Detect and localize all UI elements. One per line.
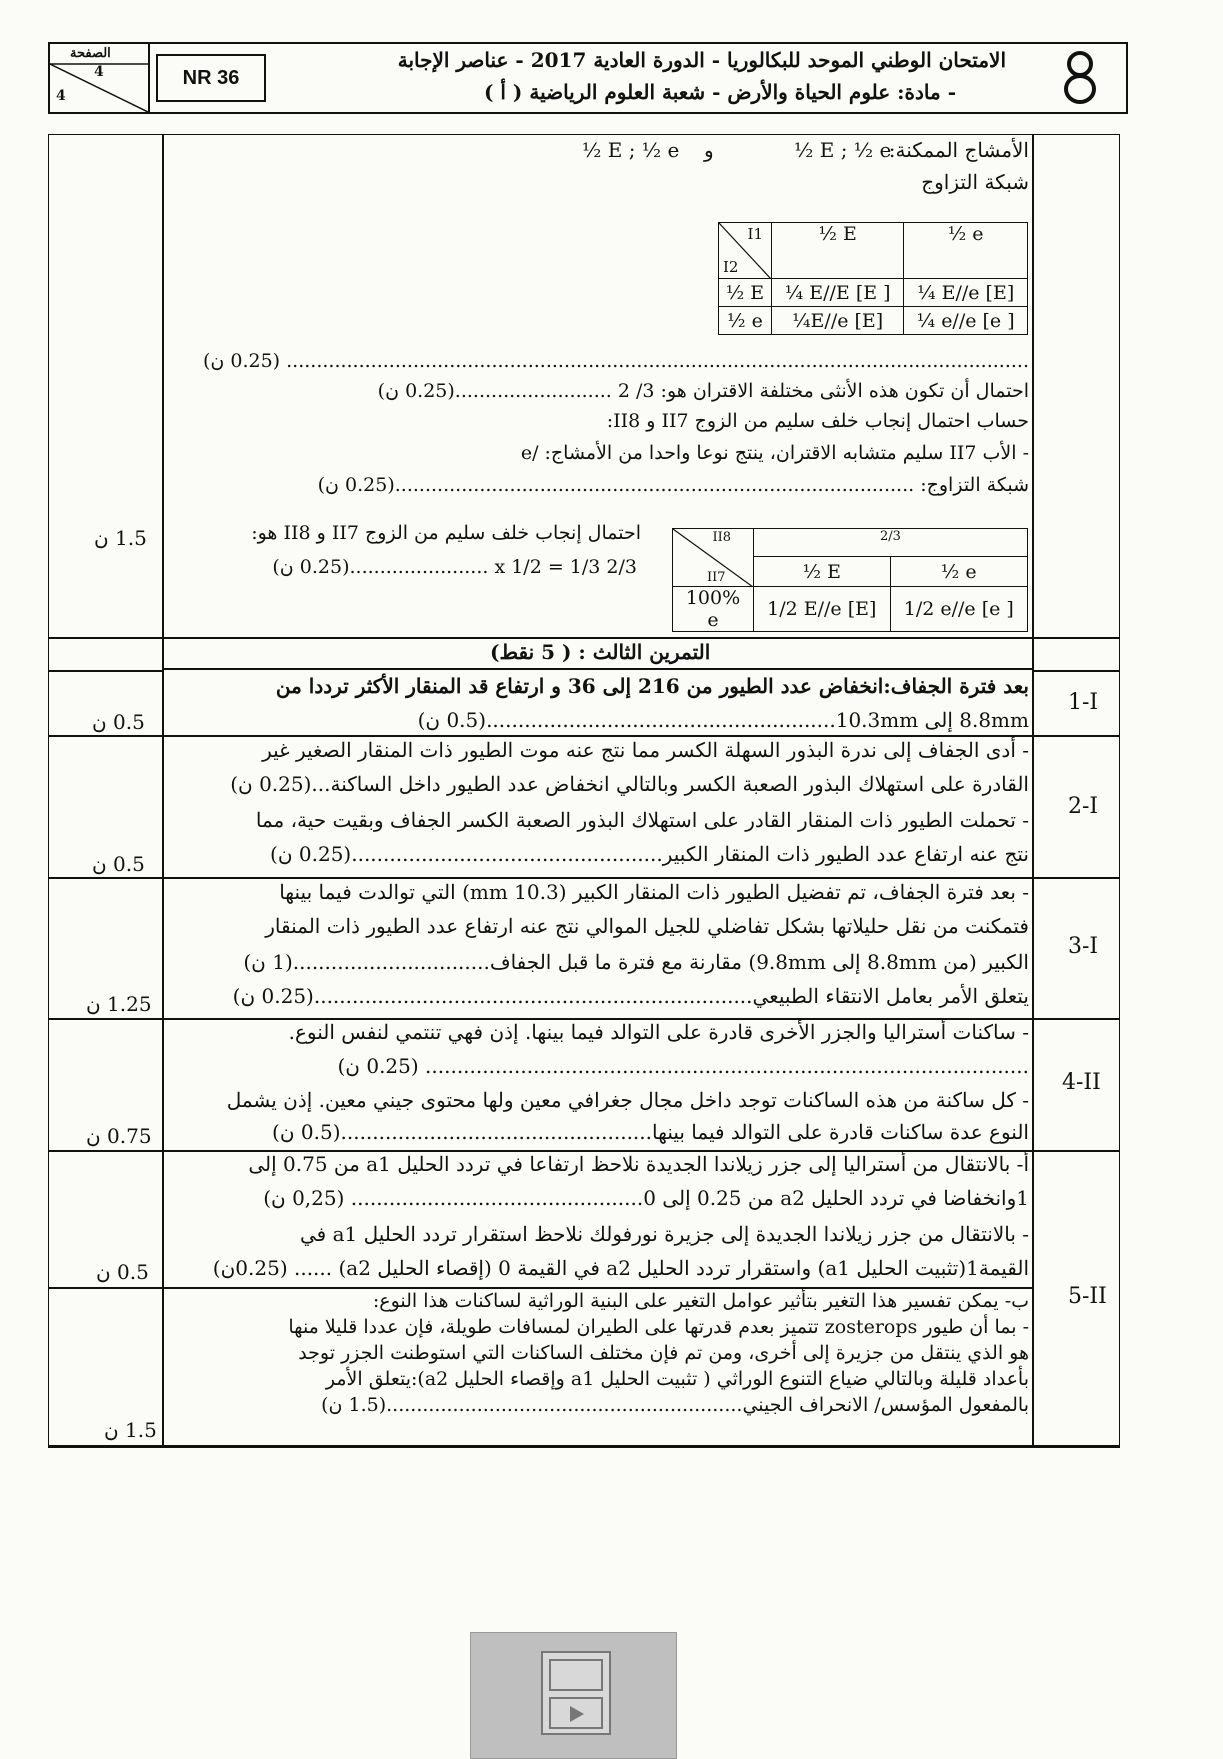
question-number: 4-II [1062, 1070, 1101, 1095]
punnett-table-2 [672, 528, 1028, 632]
answer-line: ب- يمكن تفسير هذا التغير بتأثير عوامل التغير على البنية الوراثية لساكنات هذا النوع: [372, 1290, 1029, 1312]
table-cell: ¼E//e [E] [772, 307, 904, 335]
answer-line: - تحملت الطيور ذات المنقار القادر على استهلاك البذور الصعبة الكسر الجفاف وبقيت حية، مما [255, 808, 1029, 832]
question-number: 3-I [1068, 934, 1099, 959]
answer-line: بعد فترة الجفاف:انخفاض عدد الطيور من 216 إلى 36 و ارتفاع قد المنقار الأكثر ترددا من [275, 674, 1029, 698]
score: 0.5 ن [92, 710, 145, 734]
gametes-label: الأمشاج الممكنة: [888, 138, 1029, 162]
answer-line: الكبير (من 8.8mm إلى 9.8mm) مقارنة مع فترة ما قبل الجفاف...............................(1 ن) [243, 950, 1029, 974]
table-cell: ¼ E//E [E ] [772, 279, 904, 307]
answer-line: أ- بالانتقال من أستراليا إلى جزر زيلاندا الجديدة نلاحظ ارتفاعا في تردد الحليل a1 من 0.75 إلى [248, 1152, 1029, 1176]
answer-line: النوع عدة ساكنات قادرة على التوالد فيما بينها.................................................(0.5 ن) [272, 1120, 1029, 1144]
question-number: 5-II [1068, 1284, 1107, 1309]
dots-line-1: ........................................................................................................................... (0.25 ن) [202, 350, 1029, 372]
score: 0.5 ن [96, 1260, 149, 1284]
answer-line: - بالانتقال من جزر زيلاندا الجديدة إلى جزيرة نورفولك نلاحظ استقرار تردد الحليل a1 في [300, 1222, 1029, 1246]
logo-icon [1060, 48, 1100, 106]
answer-line: هو الذي ينتقل من جزيرة إلى أخرى، ومن تم فإن مختلف الساكنات التي استوطنت الجزر توجد [298, 1342, 1029, 1364]
prob-child-label: احتمال إنجاب خلف سليم من الزوج II7 و II8 هو: [251, 522, 641, 544]
answer-line: ............................................................................................... (0.25 ن) [337, 1054, 1029, 1078]
grid2-line: شبكة التزاوج: ......................................................................................(0.25 ن) [317, 474, 1029, 496]
score: 1.25 ن [86, 992, 152, 1016]
row-header: ½ e [719, 307, 772, 335]
header-subject: - مادة: علوم الحياة والأرض - شعبة العلوم الرياضية ( أ ) [483, 80, 956, 104]
table-cell: ¼ E//e [E] [904, 279, 1028, 307]
score: 0.5 ن [92, 852, 145, 876]
question-number: 2-I [1068, 794, 1099, 819]
col-header: ½ e [890, 557, 1027, 587]
row-header: ½ E [719, 279, 772, 307]
page-number-box [50, 44, 150, 112]
span-header: 2/3 [754, 529, 1028, 557]
page-number: 4 [94, 64, 104, 80]
film-strip-icon [540, 1650, 612, 1736]
gametes-b: ½ E ; ½ e [582, 138, 680, 162]
gametes-and: و [704, 138, 714, 162]
col-header: ½ E [754, 557, 891, 587]
prob-female: احتمال أن تكون هذه الأنثى مختلفة الاقتران هو: 3/ 2 ..........................(0.25 ن) [377, 380, 1029, 402]
exam-header [48, 42, 1128, 114]
page-total: 4 [56, 88, 66, 104]
gametes-a: ½ E ; ½ e [794, 138, 892, 162]
table-cell: 1/2 E//e [E] [754, 587, 891, 632]
answer-line: فتمكنت من نقل حليلاتها بشكل تفاضلي للجيل الموالي نتج عنه ارتفاع عدد الطيور ذات المنقار [265, 914, 1029, 938]
score: 1.5 ن [104, 1418, 157, 1442]
row-header: 100% e [673, 587, 754, 632]
answer-line: - بعد فترة الجفاف، تم تفضيل الطيور ذات المنقار الكبير (10.3 mm) التي توالدت فيما بينها [279, 880, 1029, 904]
page-label: الصفحة [70, 46, 111, 61]
calc-title: حساب احتمال إنجاب خلف سليم من الزوج II7 و II8: [606, 410, 1029, 432]
col-header: ½ E [772, 223, 904, 279]
table-cell: ¼ e//e [e ] [904, 307, 1028, 335]
answer-line: - كل ساكنة من هذه الساكنات توجد داخل مجال جغرافي معين ولها محتوى جيني معين. إذن يشمل [226, 1088, 1029, 1112]
score: 0.75 ن [86, 1124, 152, 1148]
punnett-corner: I1 I2 [719, 223, 772, 279]
table-cell: 1/2 e//e [e ] [890, 587, 1027, 632]
question-number: 1-I [1068, 690, 1099, 715]
father-line: - الأب II7 سليم متشابه الاقتران، ينتج نوعا واحدا من الأمشاج: /e [520, 442, 1029, 464]
answer-line: 8.8mm إلى 10.3mm.......................................................(0.5 ن) [417, 708, 1029, 732]
answer-line: يتعلق الأمر بعامل الانتقاء الطبيعي.....................................................................(0.25 ن) [232, 984, 1029, 1008]
punnett-corner: II8 II7 [673, 529, 754, 587]
score-part1: 1.5 ن [94, 526, 147, 550]
answer-line: 1وانخفاضا في تردد الحليل a2 من 0.25 إلى 0.............................................. (0,25 ن) [263, 1186, 1029, 1210]
punnett-table-1 [718, 222, 1028, 335]
header-title: الامتحان الوطني الموحد للبكالوريا - الدورة العادية 2017 - عناصر الإجابة [397, 48, 1006, 72]
answer-line: نتج عنه ارتفاع عدد الطيور ذات المنقار الكبير.................................................(0.25 ن) [270, 842, 1029, 866]
answer-line: بالمفعول المؤسس/ الانحراف الجيني...........................................................(1.5 ن) [321, 1394, 1029, 1416]
exercise-title: التمرين الثالث : ( 5 نقط) [490, 640, 711, 664]
answer-line: - أدى الجفاف إلى ندرة البذور السهلة الكسر مما نتج عنه موت الطيور ذات المنقار الصغير غير [262, 738, 1029, 762]
prob-child-value: 2/3 x 1/2 = 1/3 .......................(0.25 ن) [272, 556, 637, 578]
answer-line: - بما أن طيور zosterops تتميز بعدم قدرتها على الطيران لمسافات طويلة، فإن عددا قليلا منها [288, 1316, 1029, 1338]
exam-code: NR 36 [156, 54, 266, 102]
answer-line: القادرة على استهلاك البذور الصعبة الكسر وبالتالي انخفاض عدد الطيور داخل الساكنة...(0.25 ن) [230, 772, 1029, 796]
grid-label: شبكة التزاوج [921, 170, 1029, 194]
col-header: ½ e [904, 223, 1028, 279]
answer-line: القيمة1(تثبيت الحليل a1) واستقرار تردد الحليل a2 في القيمة 0 (إقصاء الحليل a2) ...... (0.25ن) [212, 1256, 1029, 1280]
answer-line: بأعداد قليلة وبالتالي ضياع التنوع الوراثي ( تثبيت الحليل a1 وإقصاء الحليل a2):يتعلق الأمر [325, 1368, 1029, 1390]
answer-line: - ساكنات أستراليا والجزر الأخرى قادرة على التوالد فيما بينها. إذن فهي تنتمي لنفس النوع. [288, 1020, 1029, 1044]
